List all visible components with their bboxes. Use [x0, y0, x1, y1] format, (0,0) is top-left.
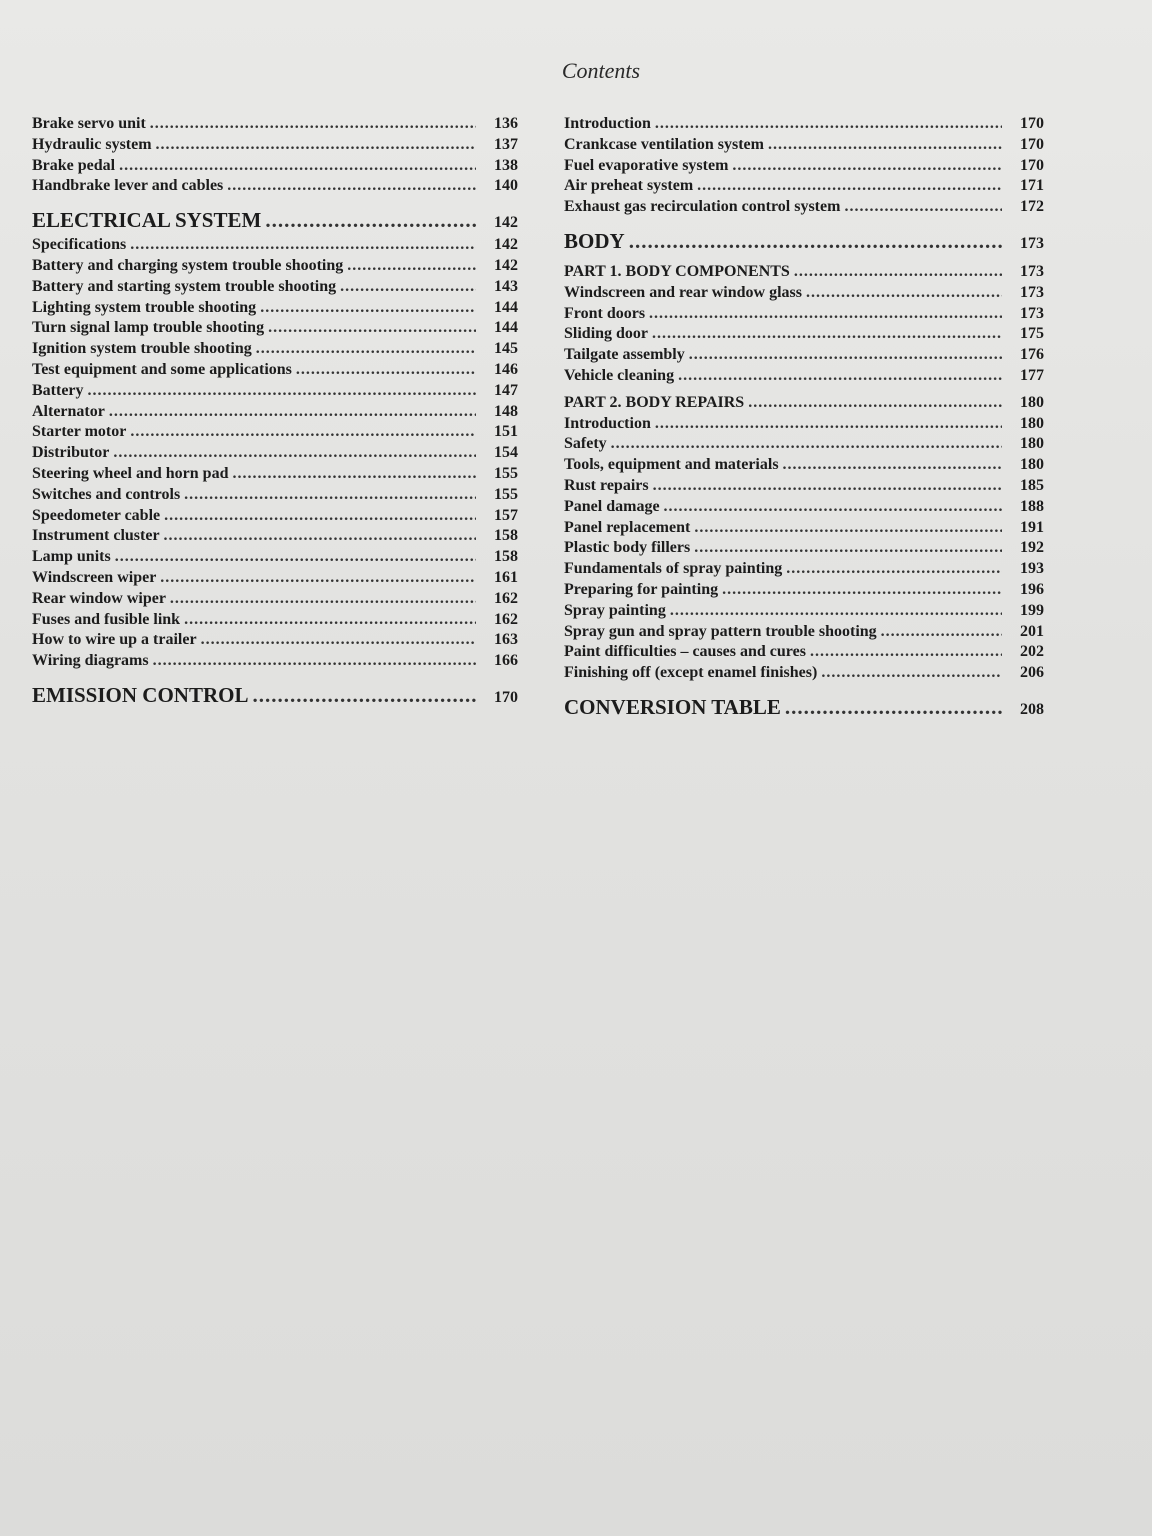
toc-entry-title: Spray gun and spray pattern trouble shooting: [564, 622, 877, 640]
toc-page-number: 193: [1020, 560, 1044, 578]
toc-page-number: 175: [1020, 325, 1044, 343]
toc-page-number: 170: [1020, 156, 1044, 174]
dot-leader: [768, 135, 1002, 156]
toc-part-heading: [564, 262, 1044, 283]
toc-entry-title: Tools, equipment and materials: [564, 456, 779, 474]
toc-page-number: 177: [1020, 366, 1044, 384]
dot-leader: [810, 642, 1002, 663]
toc-entry-title: Tailgate assembly: [564, 346, 685, 364]
dot-leader: [260, 298, 476, 319]
toc-page-number: 196: [1020, 580, 1044, 598]
toc-page-number: 162: [494, 610, 518, 628]
dot-leader: [296, 360, 476, 381]
toc-page-number: 144: [494, 298, 518, 316]
dot-leader: [821, 663, 1002, 684]
toc-entry: [32, 464, 518, 485]
toc-entry-title: Plastic body fillers: [564, 539, 691, 557]
dot-leader: [160, 568, 476, 589]
dot-leader: [164, 506, 476, 527]
toc-entry: [32, 443, 518, 464]
toc-page-number: 192: [1020, 539, 1044, 557]
toc-entry-title: Starter motor: [32, 423, 127, 441]
dot-leader: [794, 262, 1002, 283]
toc-page-number: 173: [1020, 283, 1044, 301]
toc-entry-title: Speedometer cable: [32, 506, 161, 524]
toc-entry-title: Fuel evaporative system: [564, 156, 729, 174]
toc-entry: [32, 256, 518, 277]
toc-entry: [32, 547, 518, 568]
dot-leader: [664, 497, 1002, 518]
dot-leader: [119, 156, 476, 177]
toc-entry-title: PART 1. BODY COMPONENTS: [564, 262, 790, 280]
dot-leader: [653, 476, 1002, 497]
toc-entry-title: PART 2. BODY REPAIRS: [564, 393, 745, 411]
toc-entry: [564, 434, 1044, 455]
toc-entry-title: Rear window wiper: [32, 589, 166, 607]
toc-entry-title: Instrument cluster: [32, 527, 160, 545]
toc-entry-title: Ignition system trouble shooting: [32, 340, 252, 358]
toc-page-number: 155: [494, 464, 518, 482]
toc-entry-title: Exhaust gas recirculation control system: [564, 198, 841, 216]
toc-entry: [564, 663, 1044, 684]
toc-page-number: 172: [1020, 198, 1044, 216]
toc-entry: [564, 114, 1044, 135]
toc-page-number: 158: [494, 527, 518, 545]
dot-leader: [201, 630, 476, 651]
dot-leader: [629, 226, 1002, 256]
toc-entry-title: Alternator: [32, 402, 105, 420]
dot-leader: [652, 324, 1002, 345]
dot-leader: [670, 601, 1002, 622]
toc-section-heading: [564, 226, 1044, 256]
dot-leader: [347, 256, 476, 277]
toc-entry: [564, 601, 1044, 622]
toc-entry: [564, 476, 1044, 497]
dot-leader: [252, 680, 476, 710]
dot-leader: [150, 114, 476, 135]
toc-entry: [564, 580, 1044, 601]
dot-leader: [232, 464, 476, 485]
toc-entry: [32, 422, 518, 443]
toc-page-number: 188: [1020, 497, 1044, 515]
toc-entry: [32, 156, 518, 177]
dot-leader: [881, 622, 1002, 643]
toc-page-number: 170: [494, 688, 518, 706]
toc-entry-title: Battery and starting system trouble shooting: [32, 277, 337, 295]
dot-leader: [722, 580, 1002, 601]
dot-leader: [88, 381, 476, 402]
dot-leader: [732, 156, 1002, 177]
toc-entry: [564, 559, 1044, 580]
toc-entry-title: Introduction: [564, 115, 651, 132]
toc-entry: [32, 485, 518, 506]
dot-leader: [806, 283, 1002, 304]
toc-page-number: 201: [1020, 622, 1044, 640]
toc-entry-title: Hydraulic system: [32, 135, 152, 153]
toc-entry-title: Brake pedal: [32, 156, 116, 174]
toc-entry: [32, 651, 518, 672]
toc-entry: [32, 526, 518, 547]
dot-leader: [130, 235, 476, 256]
toc-entry-title: Distributor: [32, 444, 110, 462]
dot-leader: [697, 176, 1002, 197]
toc-page-number: 185: [1020, 476, 1044, 494]
toc-entry: [32, 339, 518, 360]
dot-leader: [340, 277, 476, 298]
toc-entry: [32, 381, 518, 402]
toc-entry: [32, 610, 518, 631]
dot-leader: [265, 205, 476, 235]
toc-entry-title: Specifications: [32, 236, 127, 254]
dot-leader: [115, 547, 476, 568]
dot-leader: [153, 651, 476, 672]
toc-entry: [564, 518, 1044, 539]
toc-entry-title: Spray painting: [564, 601, 666, 619]
toc-entry: [564, 176, 1044, 197]
toc-page-number: 163: [494, 631, 518, 649]
toc-entry-title: Fundamentals of spray painting: [564, 560, 783, 578]
toc-entry: [32, 277, 518, 298]
toc-entry: [32, 235, 518, 256]
toc-entry-title: Front doors: [564, 304, 646, 322]
toc-page-number: 161: [494, 568, 518, 586]
page-header: [0, 58, 1152, 84]
toc-page-number: 162: [494, 589, 518, 607]
dot-leader: [694, 538, 1002, 559]
toc-entry-title: Finishing off (except enamel finishes): [564, 664, 818, 682]
toc-right-column: [564, 114, 1044, 722]
toc-entry: [32, 630, 518, 651]
toc-page-number: 148: [494, 402, 518, 420]
toc-page-number: 144: [494, 319, 518, 337]
toc-entry-title: CONVERSION TABLE: [564, 694, 781, 719]
toc-page-number: 208: [1020, 700, 1044, 718]
dot-leader: [611, 434, 1002, 455]
toc-entry-title: Handbrake lever and cables: [32, 177, 224, 195]
toc-entry-title: Lighting system trouble shooting: [32, 298, 257, 316]
toc-entry-title: Steering wheel and horn pad: [32, 464, 229, 482]
toc-entry: [32, 568, 518, 589]
toc-entry: [564, 324, 1044, 345]
toc-entry: [32, 360, 518, 381]
dot-leader: [164, 526, 476, 547]
toc-page-number: 173: [1020, 262, 1044, 280]
dot-leader: [748, 393, 1002, 414]
toc-page-number: 166: [494, 652, 518, 670]
toc-entry: [564, 642, 1044, 663]
toc-entry-title: Rust repairs: [564, 476, 649, 494]
toc-entry-title: Introduction: [564, 414, 651, 432]
toc-entry: [32, 506, 518, 527]
toc-entry: [564, 455, 1044, 476]
dot-leader: [156, 135, 476, 156]
toc-entry-title: BODY: [564, 228, 625, 253]
toc-page-number: 138: [494, 156, 518, 174]
dot-leader: [694, 518, 1002, 539]
toc-entry-title: Test equipment and some applications: [32, 360, 292, 378]
toc-page-number: 142: [494, 256, 518, 274]
toc-entry: [32, 298, 518, 319]
toc-part-heading: [564, 393, 1044, 414]
toc-entry-title: Air preheat system: [564, 177, 694, 195]
toc-entry-title: Windscreen wiper: [32, 568, 157, 586]
dot-leader: [655, 114, 1002, 135]
toc-entry-title: EMISSION CONTROL: [32, 682, 249, 707]
toc-section-heading: [32, 680, 518, 710]
toc-entry-title: Preparing for painting: [564, 580, 719, 598]
toc-page-number: 173: [1020, 234, 1044, 252]
toc-page-number: 146: [494, 360, 518, 378]
toc-entry-title: Switches and controls: [32, 485, 181, 503]
toc-entry-title: Crankcase ventilation system: [564, 135, 764, 153]
dot-leader: [689, 345, 1002, 366]
dot-leader: [844, 197, 1002, 218]
toc-entry-title: Fuses and fusible link: [32, 610, 181, 628]
dot-leader: [649, 304, 1002, 325]
toc-entry-title: How to wire up a trailer: [32, 631, 197, 649]
dot-leader: [227, 176, 476, 197]
toc-page-number: 171: [1020, 177, 1044, 195]
toc-page-number: 154: [494, 444, 518, 462]
toc-entry-title: Turn signal lamp trouble shooting: [32, 319, 265, 337]
toc-entry: [564, 304, 1044, 325]
toc-entry-title: Lamp units: [32, 548, 111, 566]
toc-entry: [564, 622, 1044, 643]
toc-page-number: 142: [494, 236, 518, 254]
toc-page-number: 143: [494, 277, 518, 295]
dot-leader: [184, 610, 476, 631]
dot-leader: [184, 485, 476, 506]
toc-entry: [564, 156, 1044, 177]
toc-entry: [564, 538, 1044, 559]
toc-page-number: 147: [494, 381, 518, 399]
toc-entry-title: Battery and charging system trouble shooting: [32, 256, 344, 274]
toc-page-number: 137: [494, 135, 518, 153]
toc-entry: [32, 589, 518, 610]
toc-entry-title: Paint difficulties – causes and cures: [564, 643, 806, 661]
toc-page-number: 180: [1020, 414, 1044, 432]
toc-page-number: 170: [1020, 115, 1044, 132]
toc-page-number: 180: [1020, 456, 1044, 474]
toc-entry: [564, 414, 1044, 435]
toc-page-number: 176: [1020, 346, 1044, 364]
toc-entry: [32, 176, 518, 197]
toc-entry: [564, 345, 1044, 366]
dot-leader: [678, 366, 1002, 387]
toc-section-heading: [32, 205, 518, 235]
dot-leader: [786, 559, 1002, 580]
toc-entry-title: Safety: [564, 435, 607, 453]
dot-leader: [785, 692, 1002, 722]
toc-entry: [564, 197, 1044, 218]
toc-page-number: 206: [1020, 664, 1044, 682]
toc-page-number: 180: [1020, 393, 1044, 411]
toc-entry: [564, 497, 1044, 518]
toc-left-column: [32, 114, 518, 710]
toc-page-number: 191: [1020, 518, 1044, 536]
toc-entry: [32, 135, 518, 156]
toc-page-number: 199: [1020, 601, 1044, 619]
dot-leader: [268, 318, 476, 339]
toc-entry: [32, 402, 518, 423]
toc-entry-title: Panel replacement: [564, 518, 691, 536]
toc-entry: [32, 114, 518, 135]
toc-page-number: 142: [494, 214, 518, 232]
toc-entry-title: Panel damage: [564, 497, 660, 515]
toc-entry-title: Vehicle cleaning: [564, 366, 675, 384]
dot-leader: [783, 455, 1002, 476]
toc-entry-title: ELECTRICAL SYSTEM: [32, 208, 262, 233]
toc-entry: [564, 135, 1044, 156]
dot-leader: [113, 443, 476, 464]
toc-page-number: 145: [494, 340, 518, 358]
toc-page-number: 136: [494, 115, 518, 132]
dot-leader: [170, 589, 476, 610]
dot-leader: [109, 402, 476, 423]
dot-leader: [256, 339, 476, 360]
toc-entry: [564, 366, 1044, 387]
toc-entry: [32, 318, 518, 339]
dot-leader: [655, 414, 1002, 435]
toc-page-number: 202: [1020, 643, 1044, 661]
toc-page-number: 173: [1020, 304, 1044, 322]
toc-page-number: 151: [494, 423, 518, 441]
toc-entry-title: Battery: [32, 381, 84, 399]
toc-page-number: 158: [494, 548, 518, 566]
toc-page-number: 157: [494, 506, 518, 524]
toc-entry: [564, 283, 1044, 304]
toc-entry-title: Sliding door: [564, 325, 649, 343]
header-title: Contents: [561, 58, 641, 83]
dot-leader: [130, 422, 476, 443]
toc-page-number: 170: [1020, 135, 1044, 153]
toc-entry-title: Windscreen and rear window glass: [564, 283, 802, 301]
toc-entry-title: Brake servo unit: [32, 115, 146, 132]
toc-page-number: 180: [1020, 435, 1044, 453]
toc-page-number: 155: [494, 485, 518, 503]
toc-entry-title: Wiring diagrams: [32, 652, 149, 670]
toc-section-heading: [564, 692, 1044, 722]
toc-page-number: 140: [494, 177, 518, 195]
